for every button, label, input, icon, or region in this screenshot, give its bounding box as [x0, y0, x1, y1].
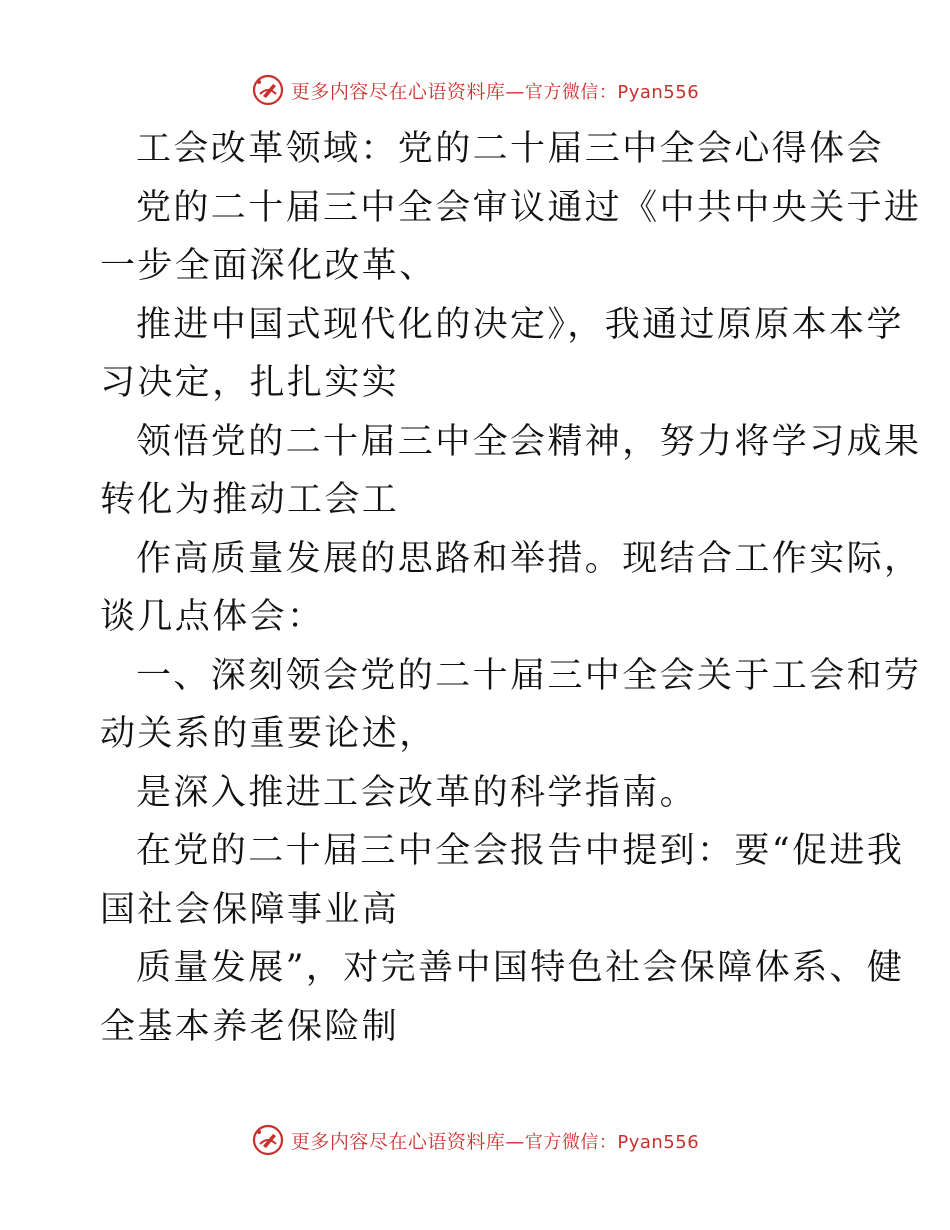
text-line: 国社会保障事业高 [100, 889, 400, 930]
document-body [100, 120, 922, 1056]
watermark-contact: 官方微信：Pyan556 [524, 81, 700, 103]
watermark-text [291, 77, 699, 104]
text-line: 党的二十届三中全会审议通过《中共中央关于进 [136, 187, 922, 228]
text-line: 习决定，扎扎实实 [100, 363, 400, 403]
book-pen-logo-icon [251, 1123, 285, 1157]
text-line: 在党的二十届三中全会报告中提到：要“促进我 [136, 831, 905, 871]
text-line: 一步全面深化改革、 [100, 246, 437, 286]
footer-watermark-banner [0, 1120, 950, 1160]
document-title: 工会改革领域：党的二十届三中全会心得体会 [136, 129, 885, 169]
book-pen-logo-icon [251, 73, 285, 107]
watermark-text [291, 1127, 699, 1154]
text-line: 谈几点体会： [100, 597, 325, 637]
section-heading-line: 一、深刻领会党的二十届三中全会关于工会和劳 [136, 655, 922, 696]
watermark-site-name: 更多内容尽在心语资料库 [290, 80, 506, 103]
text-line: 领悟党的二十届三中全会精神，努力将学习成果 [136, 421, 922, 462]
watermark-dash: — [505, 1130, 525, 1153]
section-heading-line: 动关系的重要论述， [100, 714, 437, 754]
watermark-site-name: 更多内容尽在心语资料库 [290, 1130, 506, 1153]
text-line: 作高质量发展的思路和举措。现结合工作实际， [136, 538, 922, 579]
text-line: 是深入推进工会改革的科学指南。 [136, 772, 698, 813]
text-line: 转化为推动工会工 [100, 480, 400, 520]
text-line: 全基本养老保险制 [100, 1006, 400, 1047]
text-line: 质量发展”，对完善中国特色社会保障体系、健 [136, 948, 905, 988]
text-line: 推进中国式现代化的决定》，我通过原原本本学 [136, 304, 904, 345]
header-watermark-banner [0, 70, 950, 110]
watermark-contact: 官方微信：Pyan556 [524, 1131, 700, 1153]
watermark-dash: — [505, 80, 525, 103]
